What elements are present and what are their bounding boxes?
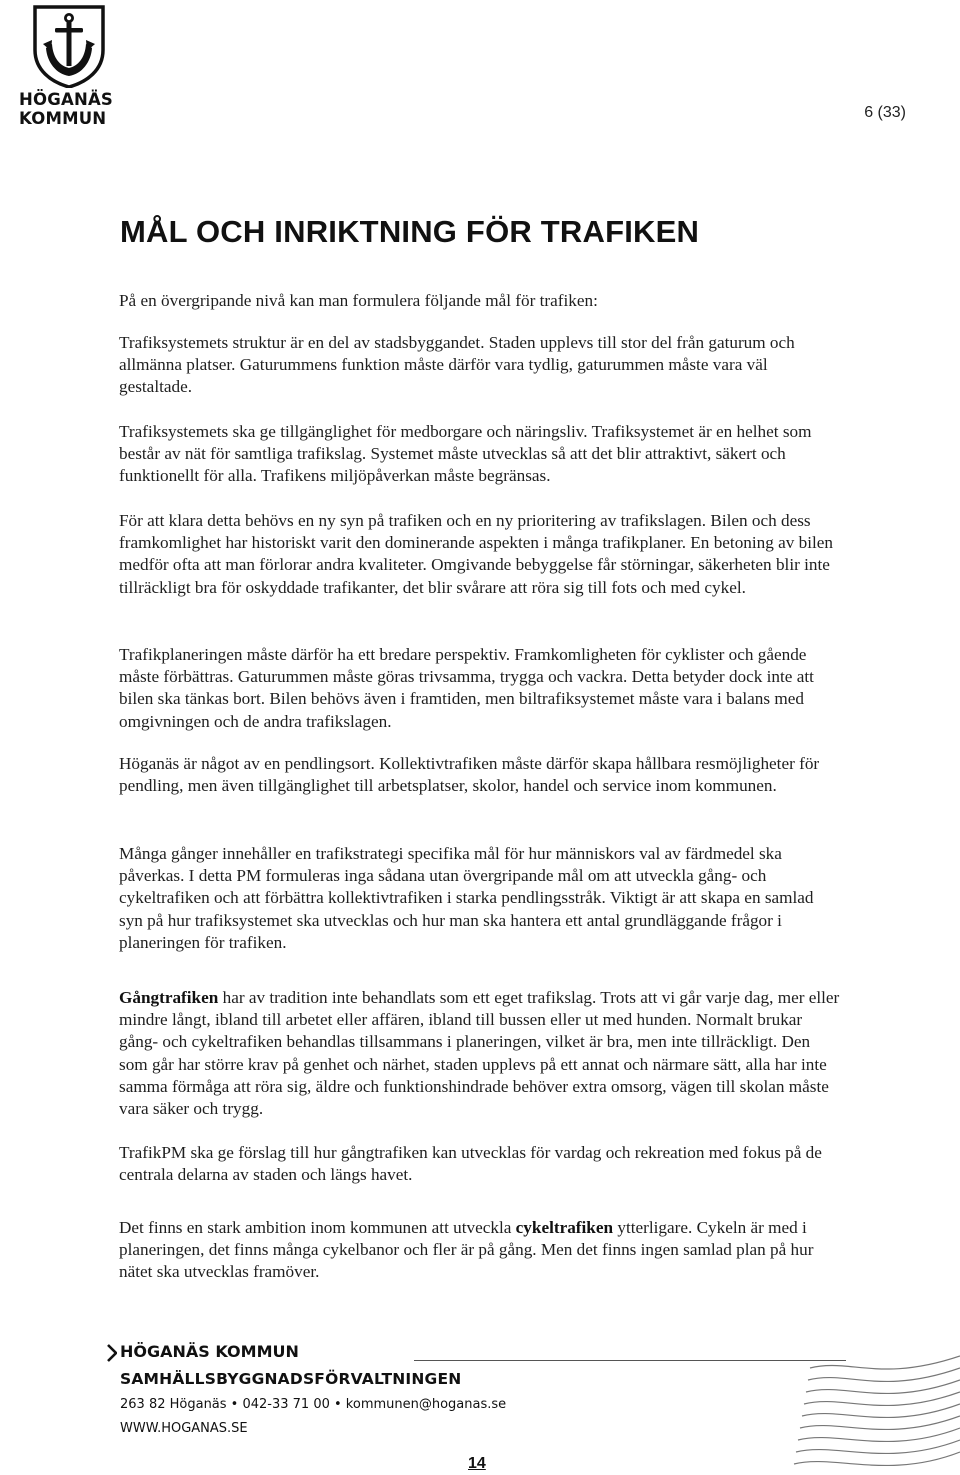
footer-page-number: 14 xyxy=(468,1455,486,1472)
cycling-text-a: Det finns en stark ambition inom kommunen att utveckla xyxy=(119,1218,516,1237)
anchor-crest-icon xyxy=(32,4,106,88)
paragraph-goal-structure: Trafiksystemets struktur är en del av stadsbyggandet. Staden upplevs till stor del från gaturum och allmänna platser. Gaturummens funktion måste därför vara tydlig, gaturummen måste vara väl gestaltade. xyxy=(119,333,795,397)
paragraph-strategy: Många gånger innehåller en trafikstrategi specifika mål för hur människors val av färdmedel ska påverkas. I detta PM formuleras inga sådana utan övergripande mål om att utveckla gång- och cykeltrafiken och att förbättra kollektivtrafiken i starka pendlingsstråk. Viktigt är att skapa en samlad syn på hur trafiksystemet ska utvecklas och hur man ska hantera ett antal grundläggande frågor i planeringen för trafiken. xyxy=(119,844,814,952)
cycling-term: cykeltrafiken xyxy=(515,1218,614,1237)
paragraph-broader-perspective: Trafikplaneringen måste därför ha ett bredare perspektiv. Framkomligheten för cyklister och gående måste förbättras. Gaturummen måste göras trivsamma, trygga och vackra. Detta betyder dock inte att bilen ska tänkas bort. Bilen behövs även i framtiden, men biltrafiksystemet måste vara i balans med omgivningen och de andra trafikslagen. xyxy=(119,645,814,731)
arrow-right-icon xyxy=(107,1344,117,1362)
footer-contact: 263 82 Höganäs • 042-33 71 00 • kommunen@hoganas.se xyxy=(120,1397,507,1412)
paragraph-trafikpm: TrafikPM ska ge förslag till hur gångtrafiken kan utvecklas för vardag och rekreation med fokus på de centrala delarna av staden och längs havet. xyxy=(119,1143,822,1185)
paragraph-walking xyxy=(119,987,841,1120)
footer-divider xyxy=(414,1360,846,1361)
paragraph-intro: På en övergripande nivå kan man formulera följande mål för trafiken: xyxy=(119,291,598,310)
wave-lines-icon xyxy=(790,1338,960,1475)
paragraph-new-view: För att klara detta behövs en ny syn på trafiken och en ny prioritering av trafikslagen. Bilen och dess framkomlighet har historiskt varit den dominerande aspekten i många trafikplaner. En betoning av bilen medför ofta att man förlorar andra kvaliteter. Omgivande bebyggelse får störningar, säkerheten blir inte tillräckligt bra för oskyddade trafikanter, det blir svårare att röra sig till fots och med cykel. xyxy=(119,511,834,597)
walking-term: Gångtrafiken xyxy=(119,988,219,1007)
page-title: MÅL OCH INRIKTNING FÖR TRAFIKEN xyxy=(120,214,700,249)
footer-org-name: HÖGANÄS KOMMUN xyxy=(120,1342,299,1361)
logo-text-line2: KOMMUN xyxy=(19,109,107,128)
page-number: 6 (33) xyxy=(864,104,906,121)
walking-text: har av tradition inte behandlats som ett eget trafikslag. Trots att vi går varje dag, mer eller mindre långt, ibland till arbetet eller affären, ibland till bussen eller ut med hunden. Normalt brukar gång- och cykeltrafiken behandlas tillsammans i planeringen, vilket är bra, men inte tillräckligt. Den som går har större krav på genhet och närhet, staden upplevs på ett annat och närmare sätt, alla har inte samma förmåga att röra sig, äldre och funktionshindrade behöver extra omsorg, vägen till skolan måste vara säker och trygg. xyxy=(119,988,840,1119)
footer-website: WWW.HOGANAS.SE xyxy=(120,1421,248,1436)
logo-text-line1: HÖGANÄS xyxy=(19,90,114,109)
cycling-text-b: ytterligare. Cykeln är med i planeringen, det finns många cykelbanor och fler är på gång. Men det finns ingen samlad plan på hur nätet ska utvecklas framöver. xyxy=(119,1218,814,1282)
hoganas-logo xyxy=(18,4,118,128)
logo-wordmark xyxy=(19,90,119,128)
paragraph-cycling xyxy=(119,1217,841,1284)
paragraph-goal-accessibility: Trafiksystemets ska ge tillgänglighet för medborgare och näringsliv. Trafiksystemet är en helhet som består av nät för samtliga trafikslag. Systemet måste utvecklas så att det blir attraktivt, säkert och funktionellt för alla. Trafikens miljöpåverkan måste begränsas. xyxy=(119,422,812,486)
paragraph-commuting: Höganäs är något av en pendlingsort. Kollektivtrafiken måste därför skapa hållbara resmöjligheter för pendling, men även tillgänglighet till arbetsplatser, skolor, handel och service inom kommunen. xyxy=(119,754,820,796)
footer-department: SAMHÄLLSBYGGNADSFÖRVALTNINGEN xyxy=(120,1370,462,1388)
